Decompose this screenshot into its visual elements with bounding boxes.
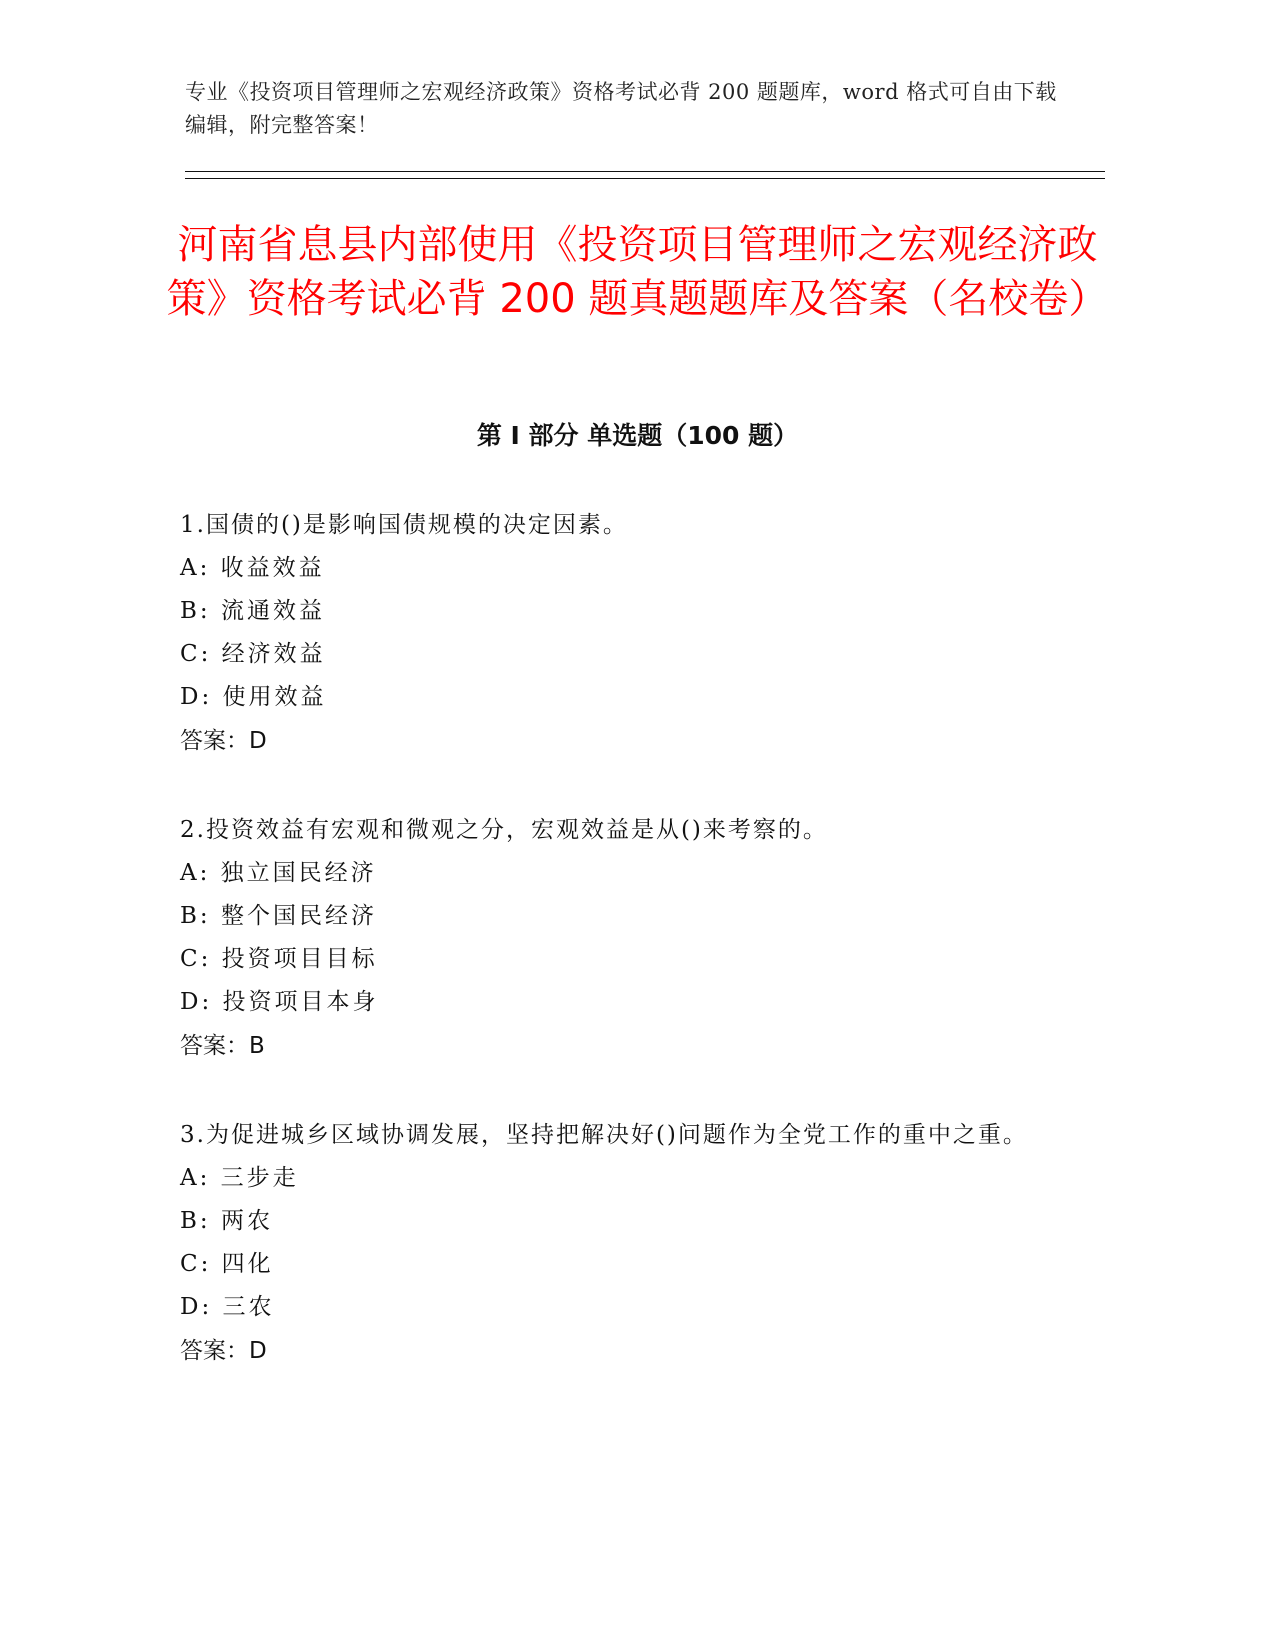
- option-a: A: 独立国民经济: [180, 860, 377, 886]
- answer-text: 答案：B: [180, 1033, 265, 1059]
- header-rule-top: [185, 171, 1105, 172]
- option-a: A: 收益效益: [180, 555, 325, 581]
- question-block: [180, 809, 1040, 1068]
- question-text: 2.投资效益有宏观和微观之分，宏观效益是从()来考察的。: [180, 817, 828, 843]
- header-note: 专业《投资项目管理师之宏观经济政策》资格考试必背 200 题题库，word 格式可自由下载编辑，附完整答案！: [185, 80, 1057, 137]
- option-c: C: 四化: [180, 1251, 274, 1277]
- option-c: C: 投资项目目标: [180, 946, 378, 972]
- question-block: [180, 1114, 1040, 1373]
- option-d: D: 投资项目本身: [180, 989, 379, 1015]
- option-d: D: 三农: [180, 1294, 275, 1320]
- option-b: B: 两农: [180, 1208, 273, 1234]
- document-title: 河南省息县内部使用《投资项目管理师之宏观经济政策》资格考试必背 200 题真题题库及答案（名校卷）: [166, 222, 1109, 322]
- option-d: D: 使用效益: [180, 684, 327, 710]
- section-title: 第 I 部分 单选题（100 题）: [476, 421, 799, 450]
- question-block: [180, 504, 1040, 763]
- option-b: B: 整个国民经济: [180, 903, 377, 929]
- header-rule-bottom: [185, 178, 1105, 179]
- question-text: 1.国债的()是影响国债规模的决定因素。: [180, 512, 628, 538]
- option-a: A: 三步走: [180, 1165, 299, 1191]
- option-c: C: 经济效益: [180, 641, 326, 667]
- answer-text: 答案：D: [180, 728, 267, 754]
- answer-text: 答案：D: [180, 1338, 267, 1364]
- question-text: 3.为促进城乡区域协调发展，坚持把解决好()问题作为全党工作的重中之重。: [180, 1122, 1028, 1148]
- option-b: B: 流通效益: [180, 598, 325, 624]
